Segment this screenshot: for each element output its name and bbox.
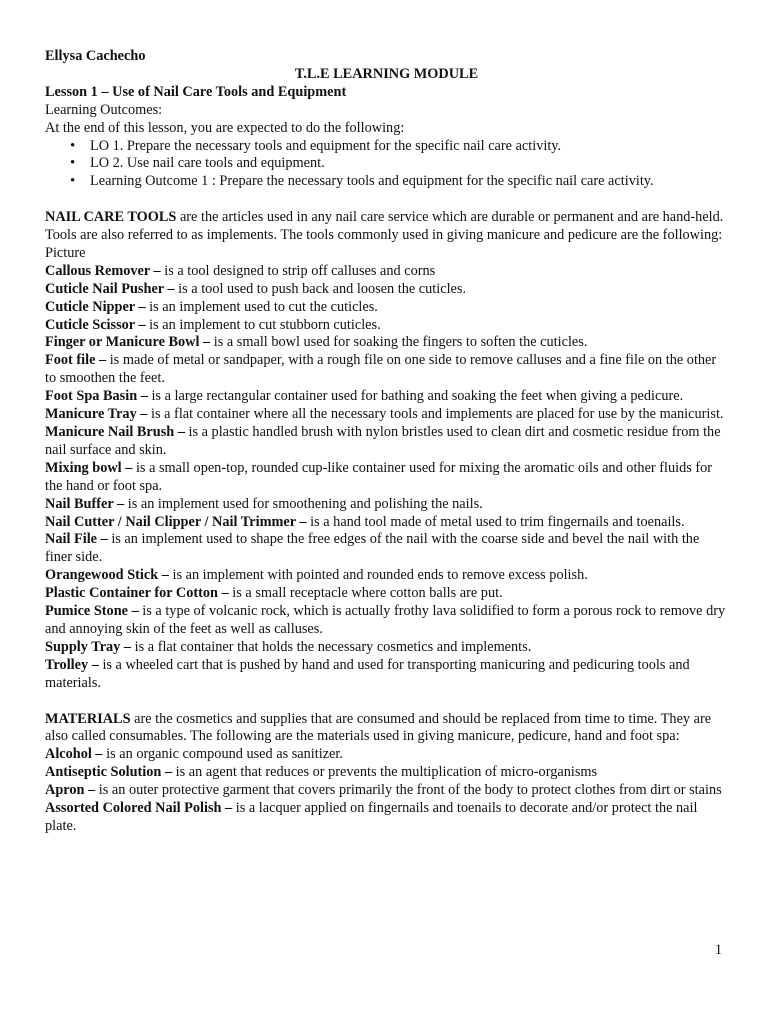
tool-definition [45,567,728,585]
material-definition [45,800,728,836]
author-name: Ellysa Cachecho [45,48,146,64]
tool-term: Supply Tray – [45,638,132,655]
page-number: 1 [714,942,722,958]
tool-description: is a small receptacle where cotton balls are put. [228,585,503,602]
tool-description: is a hand tool made of metal used to trim fingernails and toenails. [306,513,685,530]
material-definition [45,746,728,764]
material-definition [45,764,728,782]
picture-label: Picture [45,244,86,261]
tool-term: Finger or Manicure Bowl – [45,334,211,351]
tool-term: Nail File – [45,531,108,548]
tool-description: is an implement to cut stubborn cuticles. [145,316,381,333]
material-description: is an agent that reduces or prevents the multiplication of micro-organisms [172,764,598,781]
tool-description: is a wheeled cart that is pushed by hand and used for transporting manicuring and pedicuring tools and materials. [45,656,690,691]
material-term: Alcohol – [45,746,103,763]
tools-list [45,263,728,693]
tool-description: is made of metal or sandpaper, with a rough file on one side to remove calluses and a fine file on the other to smoothen the feet. [45,352,717,387]
material-term: Assorted Colored Nail Polish – [45,800,233,817]
tool-description: is an implement used for smoothening and polishing the nails. [124,495,483,512]
tool-term: Cuticle Nail Pusher – [45,280,175,297]
material-term: Antiseptic Solution – [45,764,173,781]
materials-list [45,746,728,836]
tool-description: is a small open-top, rounded cup-like container used for mixing the aromatic oils and other fluids for the hand or foot spa. [45,459,713,494]
tool-definition [45,657,728,693]
tool-definition [45,460,728,496]
tool-description: is a plastic handled brush with nylon bristles used to clean dirt and cosmetic residue from the nail surface and skin. [45,424,721,458]
outcomes-label: Learning Outcomes: [45,101,163,118]
tool-term: Cuticle Scissor – [45,316,146,333]
tool-definition [45,639,728,657]
tool-definition [45,388,728,406]
tool-definition [45,263,728,281]
tool-definition [45,603,728,639]
tool-term: Callous Remover – [45,262,161,279]
material-definition [45,782,728,800]
tools-intro-term: NAIL CARE TOOLS [45,209,177,226]
tool-description: is a large rectangular container used for bathing and soaking the feet when giving a pedicure. [147,388,684,405]
tool-description: is a type of volcanic rock, which is actually frothy lava solidified to form a porous rock to remove dry and annoying skin of the feet as well as calluses. [45,603,726,637]
outcome-item: • LO 1. Prepare the necessary tools and equipment for the specific nail care activity. [90,138,728,156]
tool-description: is a flat container that holds the necessary cosmetics and implements. [131,638,532,655]
tool-description: is an implement used to shape the free edges of the nail with the coarse side and bevel the nail with the finer side. [45,531,700,566]
tool-description: is an implement used to cut the cuticles. [145,298,378,315]
tool-description: is a tool designed to strip off calluses and corns [160,262,436,279]
material-term: Apron – [45,782,96,799]
tool-description: is a tool used to push back and loosen the cuticles. [174,280,467,297]
tool-term: Orangewood Stick – [45,567,169,584]
tool-term: Plastic Container for Cotton – [45,585,229,602]
tool-definition [45,585,728,603]
materials-intro-text: are the cosmetics and supplies that are consumed and should be replaced from time to time. They are also called consumables. The following are the materials used in giving manicure, pedicure, hand and foot spa: [45,710,712,745]
tool-definition [45,299,728,317]
tool-term: Nail Buffer – [45,495,125,512]
tool-term: Foot file – [45,352,107,369]
spacer [45,693,728,711]
outcomes-intro: At the end of this lesson, you are expected to do the following: [45,119,405,136]
material-description: is a lacquer applied on fingernails and toenails to decorate and/or protect the nail plate. [45,800,698,834]
materials-intro [45,711,728,747]
tool-definition [45,514,728,532]
module-title: T.L.E LEARNING MODULE [294,65,479,82]
tool-term: Trolley – [45,656,99,673]
tool-term: Pumice Stone – [45,603,139,620]
spacer [45,191,728,209]
material-description: is an outer protective garment that covers primarily the front of the body to protect clothes from dirt or stains [95,782,722,799]
tools-intro [45,209,728,245]
tool-definition [45,424,728,460]
tool-description: is a small bowl used for soaking the fingers to soften the cuticles. [210,334,588,351]
outcome-item: • LO 2. Use nail care tools and equipment. [90,155,728,173]
material-description: is an organic compound used as sanitizer. [102,746,343,763]
tool-definition [45,334,728,352]
tool-description: is an implement with pointed and rounded ends to remove excess polish. [168,567,588,584]
tool-term: Foot Spa Basin – [45,388,148,405]
tool-description: is a flat container where all the necessary tools and implements are placed for use by the manicurist. [147,406,724,423]
tool-term: Cuticle Nipper – [45,298,146,315]
tool-term: Manicure Tray – [45,406,148,423]
tool-definition [45,531,728,567]
tools-intro-text: are the articles used in any nail care service which are durable or permanent and are hand-held. Tools are also referred to as implements. The tools commonly used in giving manicure and pedicure are the following: [45,209,724,244]
tool-definition [45,352,728,388]
outcome-item: • Learning Outcome 1 : Prepare the necessary tools and equipment for the specific nail care activity. [90,173,728,191]
lesson-title: Lesson 1 – Use of Nail Care Tools and Equipment [45,83,347,100]
tool-definition [45,406,728,424]
tool-definition [45,317,728,335]
tool-definition [45,281,728,299]
materials-intro-term: MATERIALS [45,710,131,727]
outcomes-list [45,138,728,192]
tool-term: Manicure Nail Brush – [45,424,185,441]
tool-term: Mixing bowl – [45,459,133,476]
tool-definition [45,496,728,514]
tool-term: Nail Cutter / Nail Clipper / Nail Trimmer – [45,513,307,530]
